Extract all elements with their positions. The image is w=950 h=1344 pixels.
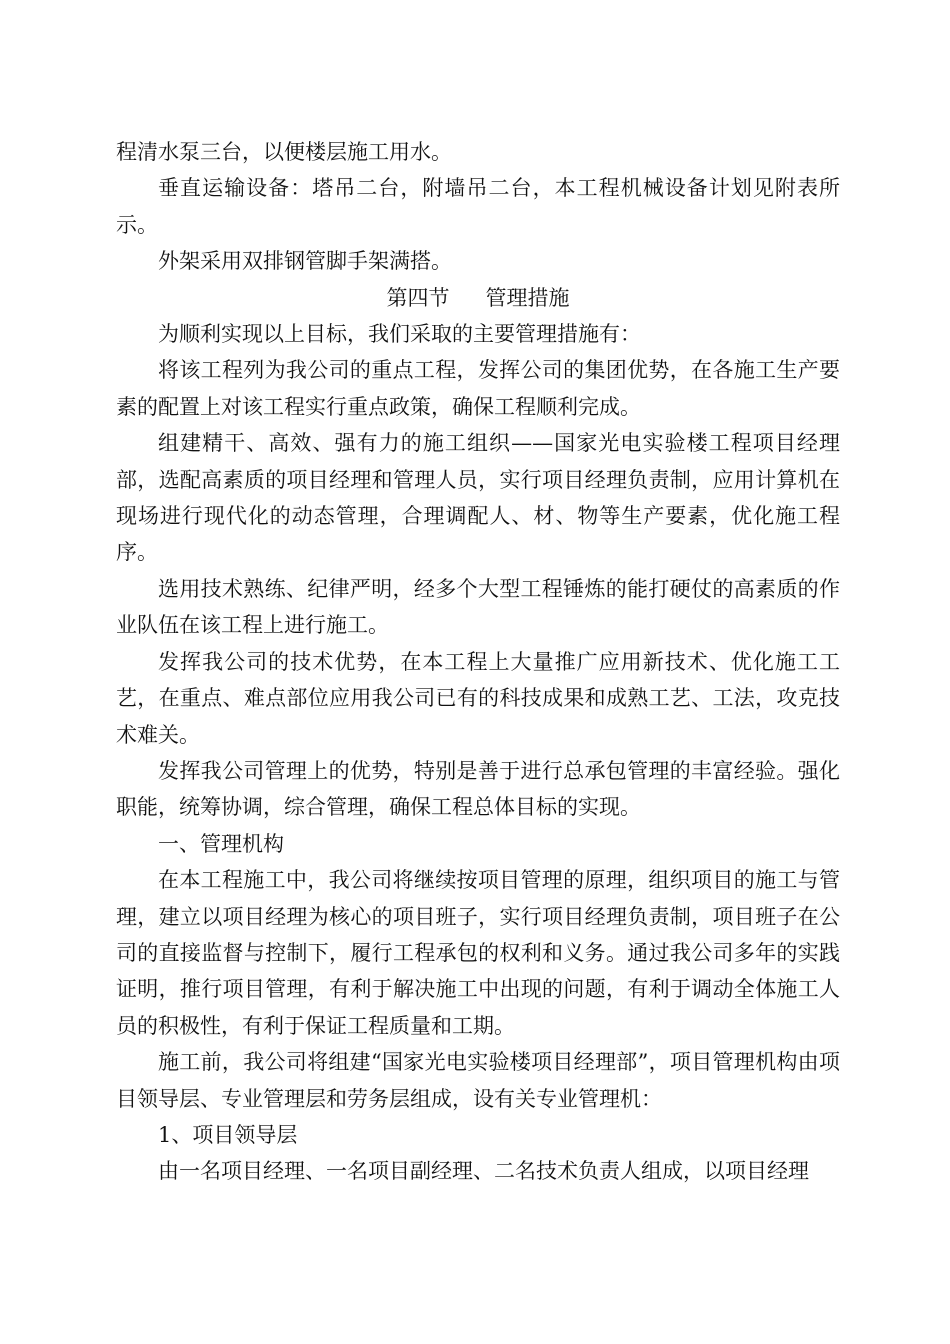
body-text xyxy=(116,134,840,1190)
paragraph-technology: 发挥我公司的技术优势，在本工程上大量推广应用新技术、优化施工工艺，在重点、难点部位应用我公司已有的科技成果和成熟工艺、工法，攻克技术难关。 xyxy=(116,649,840,747)
section-title: 管理措施 xyxy=(485,285,570,310)
subheading-leadership: 1、项目领导层 xyxy=(158,1122,298,1147)
paragraph-key-project: 将该工程列为我公司的重点工程，发挥公司的集团优势，在各施工生产要素的配置上对该工程实行重点政策，确保工程顺利完成。 xyxy=(116,358,840,419)
section-heading xyxy=(116,280,840,316)
paragraph-project-management: 在本工程施工中，我公司将继续按项目管理的原理，组织项目的施工与管理，建立以项目经理为核心的项目班子，实行项目经理负责制，项目班子在公司的直接监督与控制下，履行工程承包的权利和义务。通过我公司多年的实践证明，推行项目管理，有利于解决施工中出现的问题，有利于调动全体施工人员的积极性，有利于保证工程质量和工期。 xyxy=(116,868,840,1038)
paragraph-intro: 为顺利实现以上目标，我们采取的主要管理措施有： xyxy=(158,322,641,347)
subheading-management-structure: 一、管理机构 xyxy=(158,831,284,856)
section-number: 第四节 xyxy=(386,285,450,310)
paragraph-scaffolding: 外架采用双排钢管脚手架满搭。 xyxy=(158,249,452,274)
paragraph-vertical-transport: 垂直运输设备：塔吊二台，附墙吊二台，本工程机械设备计划见附表所示。 xyxy=(116,176,840,237)
paragraph-organization: 组建精干、高效、强有力的施工组织——国家光电实验楼工程项目经理部，选配高素质的项目经理和管理人员，实行项目经理负责制，应用计算机在现场进行现代化的动态管理，合理调配人、材、物等生产要素，优化施工程序。 xyxy=(116,431,840,565)
paragraph-leadership: 由一名项目经理、一名项目副经理、二名技术负责人组成，以项目经理 xyxy=(158,1159,809,1184)
paragraph-workforce: 选用技术熟练、纪律严明，经多个大型工程锤炼的能打硬仗的高素质的作业队伍在该工程上进行施工。 xyxy=(116,576,840,638)
paragraph-project-department: 施工前，我公司将组建“国家光电实验楼项目经理部”，项目管理机构由项目领导层、专业管理层和劳务层组成，设有关专业管理机： xyxy=(116,1050,840,1111)
paragraph-management-advantage: 发挥我公司管理上的优势，特别是善于进行总承包管理的丰富经验。强化职能，统筹协调，综合管理，确保工程总体目标的实现。 xyxy=(116,758,840,820)
paragraph-continuation: 程清水泵三台，以便楼层施工用水。 xyxy=(116,140,452,164)
